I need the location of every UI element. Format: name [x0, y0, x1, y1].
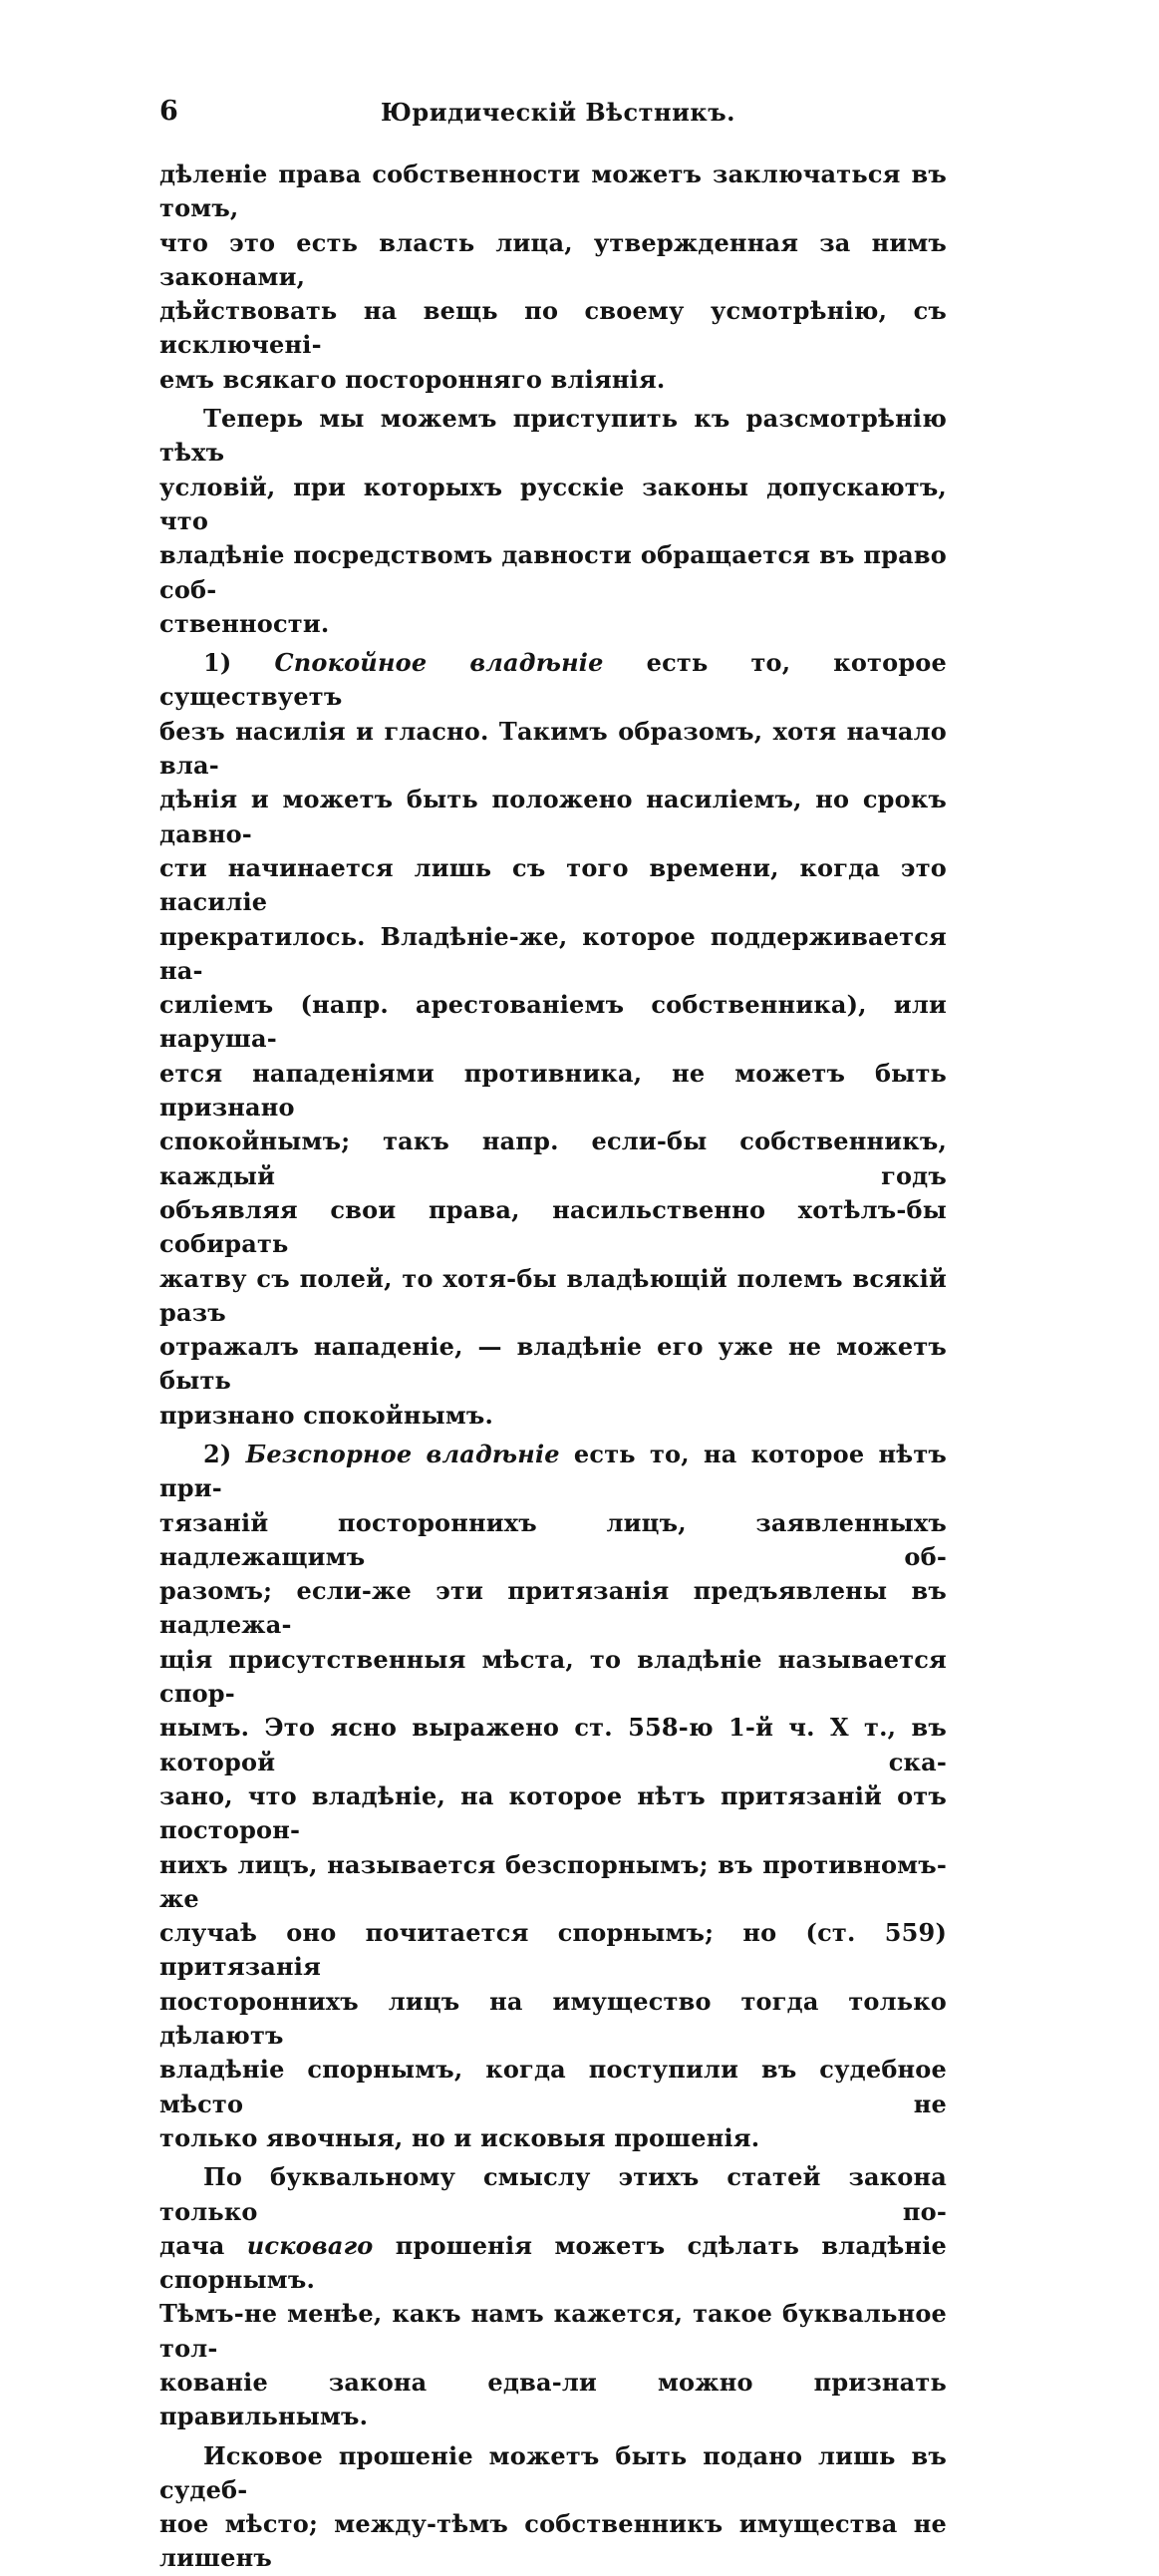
- text-line: Теперь мы можемъ приступить къ разсмотрѣнію тѣхъ: [159, 404, 947, 468]
- text-line: нихъ лицъ, называется безспорнымъ; въ противномъ-же: [159, 1849, 947, 1913]
- text-line: ственности.: [159, 608, 330, 638]
- text-line: зано, что владѣніе, на которое нѣтъ притязаній отъ посторон-: [159, 1780, 947, 1845]
- paragraph-undisputed-possession: [159, 1438, 947, 2155]
- italic-term: Безспорное владѣніе: [245, 1439, 560, 1468]
- paragraph-literal-meaning: [159, 2160, 947, 2433]
- text-line: дѣленіе права собственности можетъ заключаться въ томъ,: [159, 160, 947, 223]
- text-line: емъ всякаго посторонняго вліянія.: [159, 364, 666, 394]
- page-number: 6: [159, 96, 178, 127]
- line-continuation: есть то, которое существуетъ: [159, 648, 947, 712]
- italic-term: Спокойное владѣніе: [274, 648, 604, 678]
- text-line: тязаній постороннихъ лицъ, заявленныхъ надлежащимъ об-: [159, 1507, 947, 1571]
- paragraph-conditions-intro: [159, 402, 947, 641]
- text-line: [159, 1438, 947, 1506]
- text-line: спокойнымъ; такъ напр. если-бы собственникъ, каждый годъ: [159, 1127, 947, 1190]
- text-line: дѣйствовать на вещь по своему усмотрѣнію, съ исключені-: [159, 296, 947, 360]
- text-line: разомъ; если-же эти притязанія предъявлены въ надлежа-: [159, 1576, 947, 1640]
- text-line: силіемъ (напр. арестованіемъ собственника), или наруша-: [159, 990, 947, 1054]
- text-line: признано спокойнымъ.: [159, 1400, 494, 1430]
- text-line: дѣнія и можетъ быть положено насиліемъ, но срокъ давно-: [159, 785, 947, 848]
- paragraph-claim-petition: [159, 2439, 947, 2576]
- text-line: [159, 2229, 947, 2298]
- text-line: постороннихъ лицъ на имущество тогда только дѣлаютъ: [159, 1986, 947, 2051]
- line-continuation: есть то, на которое нѣтъ при-: [159, 1439, 947, 1503]
- running-title: Юридическій Вѣстникъ.: [381, 98, 735, 127]
- text-line: владѣніе спорнымъ, когда поступили въ судебное мѣсто не: [159, 2055, 947, 2118]
- text-line: Тѣмъ-не менѣе, какъ намъ кажется, такое буквальное тол-: [159, 2299, 947, 2363]
- enumeration-marker: 1): [203, 648, 275, 678]
- page-header: [159, 96, 957, 136]
- text-line: По буквальному смыслу этихъ статей закона только по-: [159, 2162, 947, 2226]
- paragraph-peaceful-possession: [159, 646, 947, 1433]
- paragraph-definition-end: [159, 158, 947, 397]
- text-line: условій, при которыхъ русскіе законы допускаютъ, что: [159, 472, 947, 535]
- text-line: нымъ. Это ясно выражено ст. 558-ю 1-й ч. X т., въ которой ска-: [159, 1713, 947, 1776]
- text-line: сти начинается лишь съ того времени, когда это насиліе: [159, 852, 947, 917]
- line-continuation: прошенія можетъ сдѣлать владѣніе спорнымъ.: [159, 2230, 947, 2295]
- text-line: прекратилось. Владѣніе-же, которое поддерживается на-: [159, 921, 947, 985]
- text-line: объявляя свои права, насильственно хотѣлъ-бы собирать: [159, 1194, 947, 1259]
- line-start: дача: [159, 2230, 247, 2260]
- text-line: отражалъ нападеніе, — владѣніе его уже не можетъ быть: [159, 1332, 947, 1396]
- text-line: ется нападеніями противника, не можетъ быть признано: [159, 1058, 947, 1123]
- text-line: щія присутственныя мѣста, то владѣніе называется спор-: [159, 1644, 947, 1709]
- text-line: ное мѣсто; между-тѣмъ собственникъ имущества не лишенъ: [159, 2509, 947, 2573]
- text-line: жатву съ полей, то хотя-бы владѣющій полемъ всякій разъ: [159, 1263, 947, 1327]
- text-line: безъ насилія и гласно. Такимъ образомъ, хотя начало вла-: [159, 716, 947, 781]
- text-line: кованіе закона едва-ли можно признать правильнымъ.: [159, 2368, 947, 2431]
- text-line: владѣніе посредствомъ давности обращается въ право соб-: [159, 540, 947, 604]
- text-line: Исковое прошеніе можетъ быть подано лишь въ судеб-: [159, 2440, 947, 2504]
- italic-term: исковаго: [246, 2230, 374, 2260]
- text-line: только явочныя, но и исковыя прошенія.: [159, 2122, 760, 2152]
- text-column: [159, 158, 947, 2576]
- text-line: [159, 646, 947, 715]
- text-line: что это есть власть лица, утвержденная за нимъ законами,: [159, 227, 947, 291]
- enumeration-marker: 2): [203, 1439, 246, 1468]
- text-line: случаѣ оно почитается спорнымъ; но (ст. 559) притязанія: [159, 1918, 947, 1982]
